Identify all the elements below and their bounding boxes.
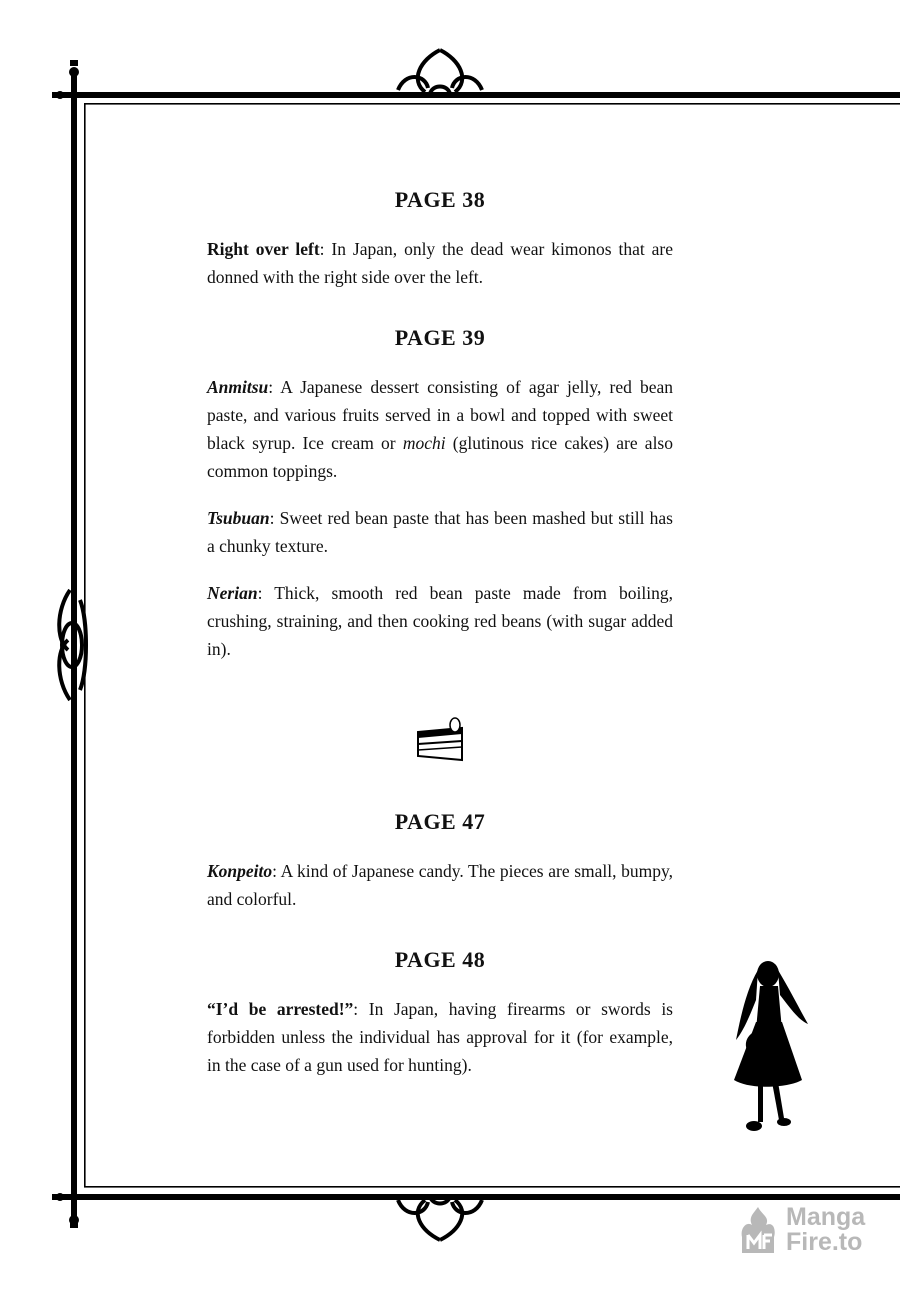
top-ornament: [398, 50, 482, 94]
note-term: Konpeito: [207, 861, 273, 881]
note-term: “I’d be arrested!”: [207, 999, 354, 1019]
note-term: Anmitsu: [207, 377, 269, 397]
glossary-note: [207, 995, 673, 1079]
note-term: Nerian: [207, 583, 258, 603]
glossary-note: [207, 373, 673, 485]
glossary-note: [207, 235, 673, 291]
note-text-italic: mochi: [402, 433, 446, 453]
glossary-note: [207, 579, 673, 663]
note-text: : In Japan, having firearms or swords is forbidden unless the individual has approval for it (for example, in the case of a gun used for hunting).: [207, 999, 673, 1075]
note-text: : A Japanese dessert consisting of agar jelly, red bean paste, and various fruits served in a bowl and topped with sweet black syrup. Ice cream or: [207, 377, 673, 453]
page-heading: PAGE 38: [394, 187, 486, 212]
page-heading: PAGE 47: [394, 809, 486, 834]
glossary-note: [207, 504, 673, 560]
watermark: [736, 1205, 865, 1255]
note-text: : Sweet red bean paste that has been mashed but still has a chunky texture.: [207, 508, 673, 556]
glossary-note: [207, 857, 673, 913]
watermark-line1: Manga: [786, 1203, 866, 1231]
note-text: : In Japan, only the dead wear kimonos that are donned with the right side over the left.: [207, 239, 673, 287]
flame-mf-logo-icon: [736, 1205, 780, 1255]
note-term: Right over left: [207, 239, 320, 259]
note-text: : Thick, smooth red bean paste made from boiling, crushing, straining, and then cooking red beans (with sugar added in).: [207, 583, 673, 659]
cake-slice-icon: [416, 716, 466, 764]
note-term: Tsubuan: [207, 508, 270, 528]
note-text: (glutinous rice cakes) are also common toppings.: [207, 433, 673, 481]
bottom-ornament: [398, 1196, 482, 1240]
watermark-line2: Fire.to: [786, 1228, 863, 1256]
note-text: : A kind of Japanese candy. The pieces are small, bumpy, and colorful.: [207, 861, 673, 909]
page-heading: PAGE 48: [394, 947, 486, 972]
girl-silhouette-icon: [728, 960, 810, 1138]
glossary-content: [207, 185, 673, 1079]
page-heading: PAGE 39: [394, 325, 486, 350]
